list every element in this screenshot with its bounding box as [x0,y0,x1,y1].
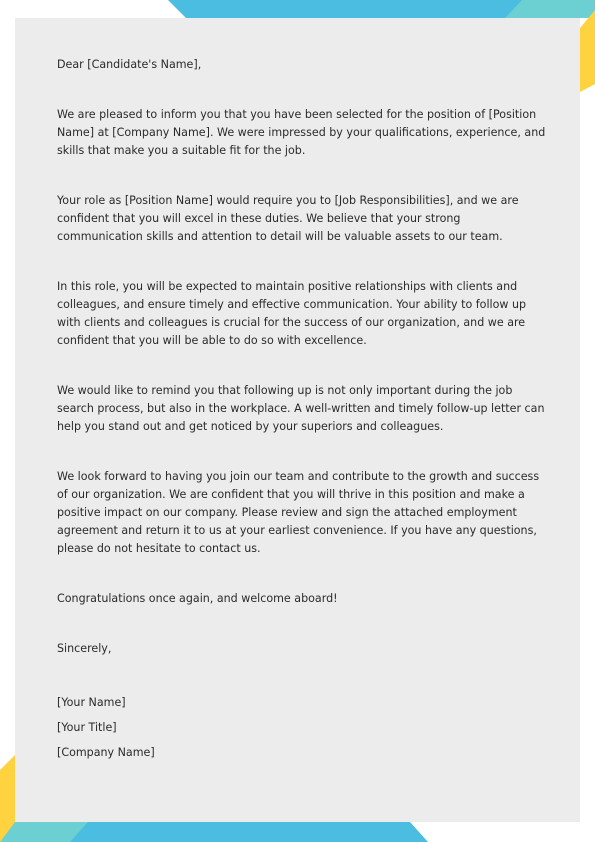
letter-paragraph-3: In this role, you will be expected to maintain positive relationships with clients and colleagues, and ensure timely and effective communication. Your ability to follow up with clients and colleagues is crucial for the success of our organization, and we are confident that you will be able to do so with excellence. [57,280,527,347]
bottom-blue-band [70,822,428,842]
signature-company: [Company Name] [57,746,155,759]
letter-paragraph-5: We look forward to having you join our team and contribute to the growth and success of our organization. We are confident that you will thrive in this position and make a positive impact on our company. Please review and sign the attached employment agreement and return it to us at your earliest convenience. If you have any questions, please do not hesitate to contact us. [57,470,540,555]
letter-paragraph-1: We are pleased to inform you that you have been selected for the position of [Position Name] at [Company Name]. We were impressed by your qualifications, experience, and skills that make you a suitable fit for the job. [57,108,546,157]
letter-paragraph-4: We would like to remind you that following up is not only important during the job search process, but also in the workplace. A well-written and timely follow-up letter can help you stand out and get noticed by your superiors and colleagues. [57,384,545,433]
letter-sheet [15,18,580,822]
letter-greeting: Dear [Candidate's Name], [57,58,202,71]
letter-paragraph-2: Your role as [Position Name] would require you to [Job Responsibilities], and we are confident that you will excel in these duties. We believe that your strong communication skills and attention to detail will be valuable assets to our team. [57,194,519,243]
signature-name: [Your Name] [57,696,126,709]
signature-title: [Your Title] [57,721,117,734]
letter-signoff: Sincerely, [57,642,112,655]
letter-closing: Congratulations once again, and welcome aboard! [57,592,338,605]
top-right-yellow-accent [580,10,595,92]
letter-body [57,56,547,765]
